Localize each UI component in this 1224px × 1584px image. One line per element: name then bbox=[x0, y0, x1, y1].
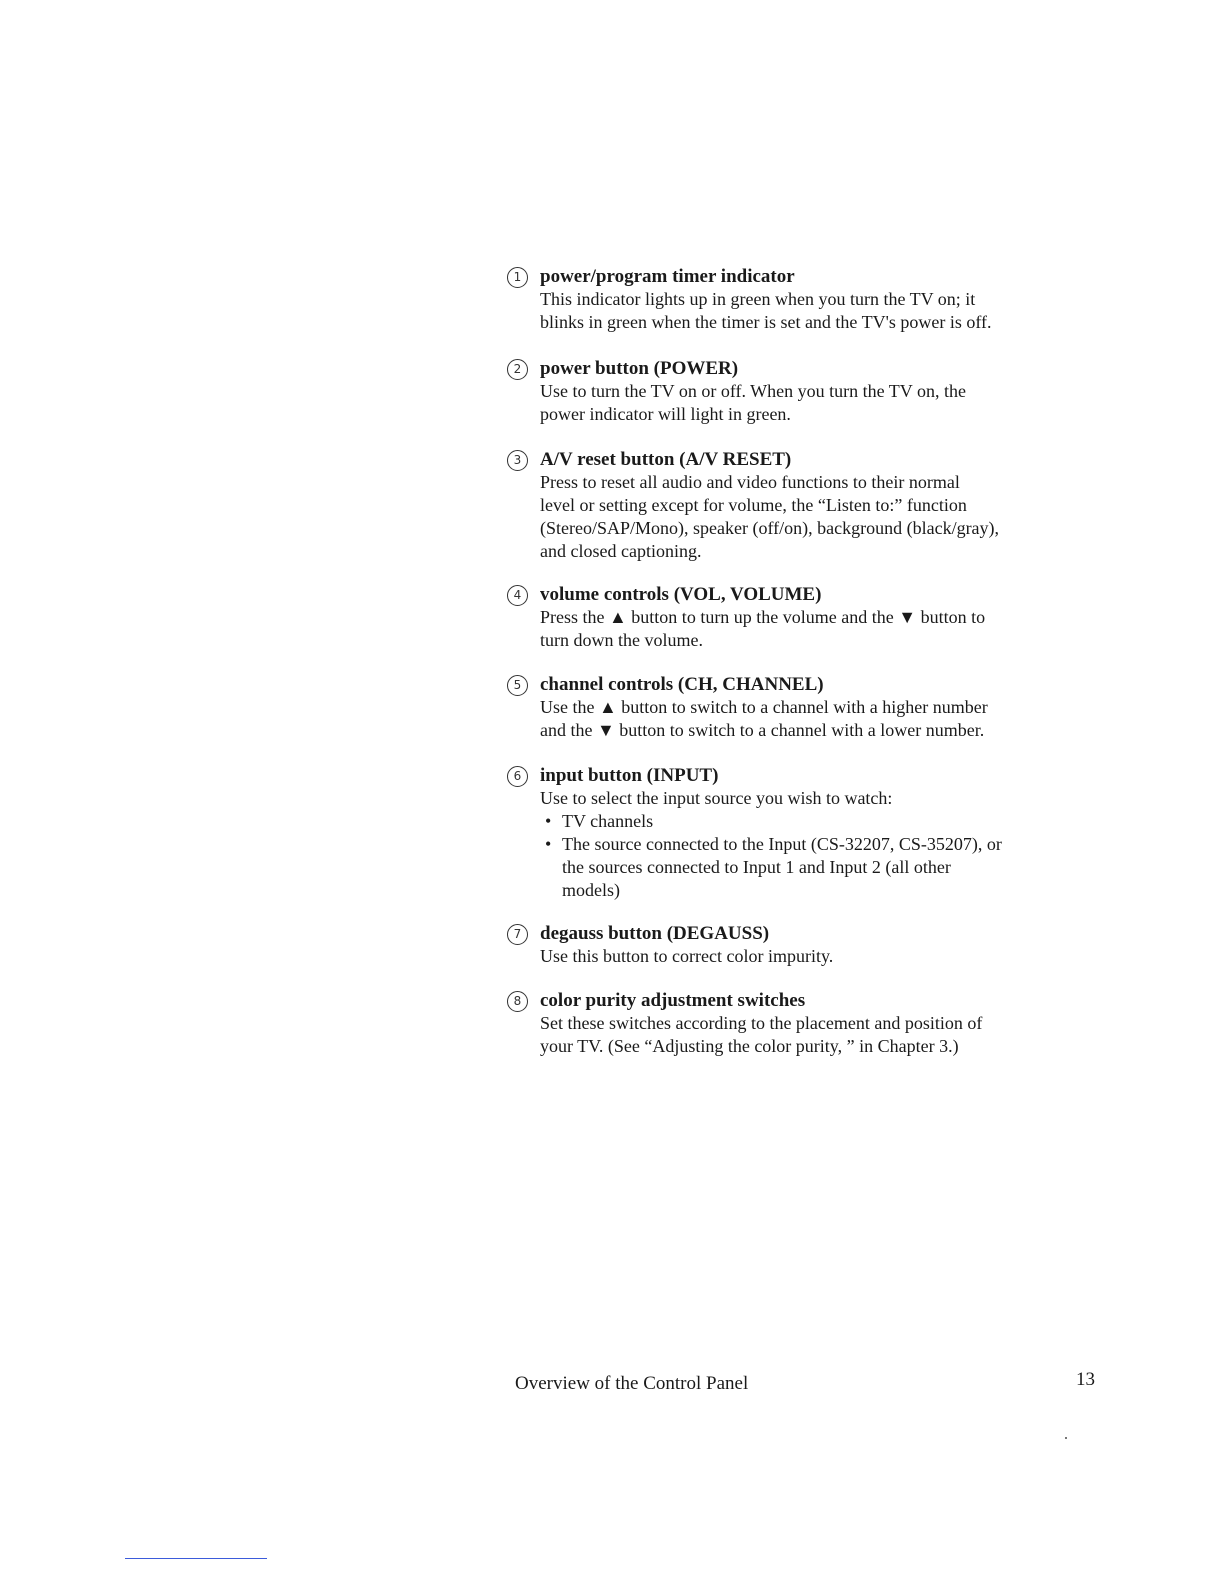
item-7 bbox=[507, 922, 1107, 968]
item-body-7: Use this button to correct color impurity. bbox=[540, 946, 834, 966]
item-1 bbox=[507, 265, 1107, 334]
input-source-list bbox=[540, 810, 1107, 902]
item-body-8: Set these switches according to the placement and position of your TV. (See “Adjusting the color purity, ” in Chapter 3.) bbox=[540, 1013, 983, 1056]
item-body-2: Use to turn the TV on or off. When you turn the TV on, the power indicator will light in green. bbox=[540, 381, 966, 424]
item-body-6: Use to select the input source you wish to watch: bbox=[540, 788, 893, 808]
item-title-7: degauss button (DEGAUSS) bbox=[540, 923, 770, 944]
footer-section-title: Overview of the Control Panel bbox=[515, 1373, 749, 1394]
item-number-7: 7 bbox=[507, 924, 528, 945]
item-number-2: 2 bbox=[507, 359, 528, 380]
item-body-4: Press the ▲ button to turn up the volume and the ▼ button to turn down the volume. bbox=[540, 607, 986, 650]
item-title-3: A/V reset button (A/V RESET) bbox=[540, 449, 792, 470]
item-title-6: input button (INPUT) bbox=[540, 765, 719, 786]
item-6 bbox=[507, 764, 1107, 902]
item-number-3: 3 bbox=[507, 450, 528, 471]
item-body-3: Press to reset all audio and video functions to their normal level or setting except for volume, the “Listen to:” function (Stereo/SAP/Mono), speaker (off/on), background (black/gray), and closed captioning. bbox=[540, 472, 1000, 561]
item-title-2: power button (POWER) bbox=[540, 358, 739, 379]
item-number-4: 4 bbox=[507, 585, 528, 606]
item-body-1: This indicator lights up in green when you turn the TV on; it blinks in green when the timer is set and the TV's power is off. bbox=[540, 289, 992, 332]
item-5 bbox=[507, 673, 1107, 742]
item-number-1: 1 bbox=[507, 267, 528, 288]
item-title-4: volume controls (VOL, VOLUME) bbox=[540, 584, 822, 605]
item-3 bbox=[507, 448, 1107, 563]
bottom-divider bbox=[125, 1558, 267, 1559]
speck-mark bbox=[1065, 1437, 1067, 1439]
page-number: 13 bbox=[1076, 1369, 1095, 1390]
item-2 bbox=[507, 357, 1107, 426]
item-number-6: 6 bbox=[507, 766, 528, 787]
item-body-5: Use the ▲ button to switch to a channel with a higher number and the ▼ button to switch to a channel with a lower number. bbox=[540, 697, 988, 740]
list-item: • TV channels bbox=[540, 810, 1107, 833]
item-title-8: color purity adjustment switches bbox=[540, 990, 806, 1011]
item-title-1: power/program timer indicator bbox=[540, 266, 795, 287]
item-number-5: 5 bbox=[507, 675, 528, 696]
item-4 bbox=[507, 583, 1107, 652]
item-title-5: channel controls (CH, CHANNEL) bbox=[540, 674, 824, 695]
item-8 bbox=[507, 989, 1107, 1058]
item-number-8: 8 bbox=[507, 991, 528, 1012]
list-item: • The source connected to the Input (CS-32207, CS-35207), or the sources connected to Input 1 and Input 2 (all other models) bbox=[540, 833, 1107, 902]
